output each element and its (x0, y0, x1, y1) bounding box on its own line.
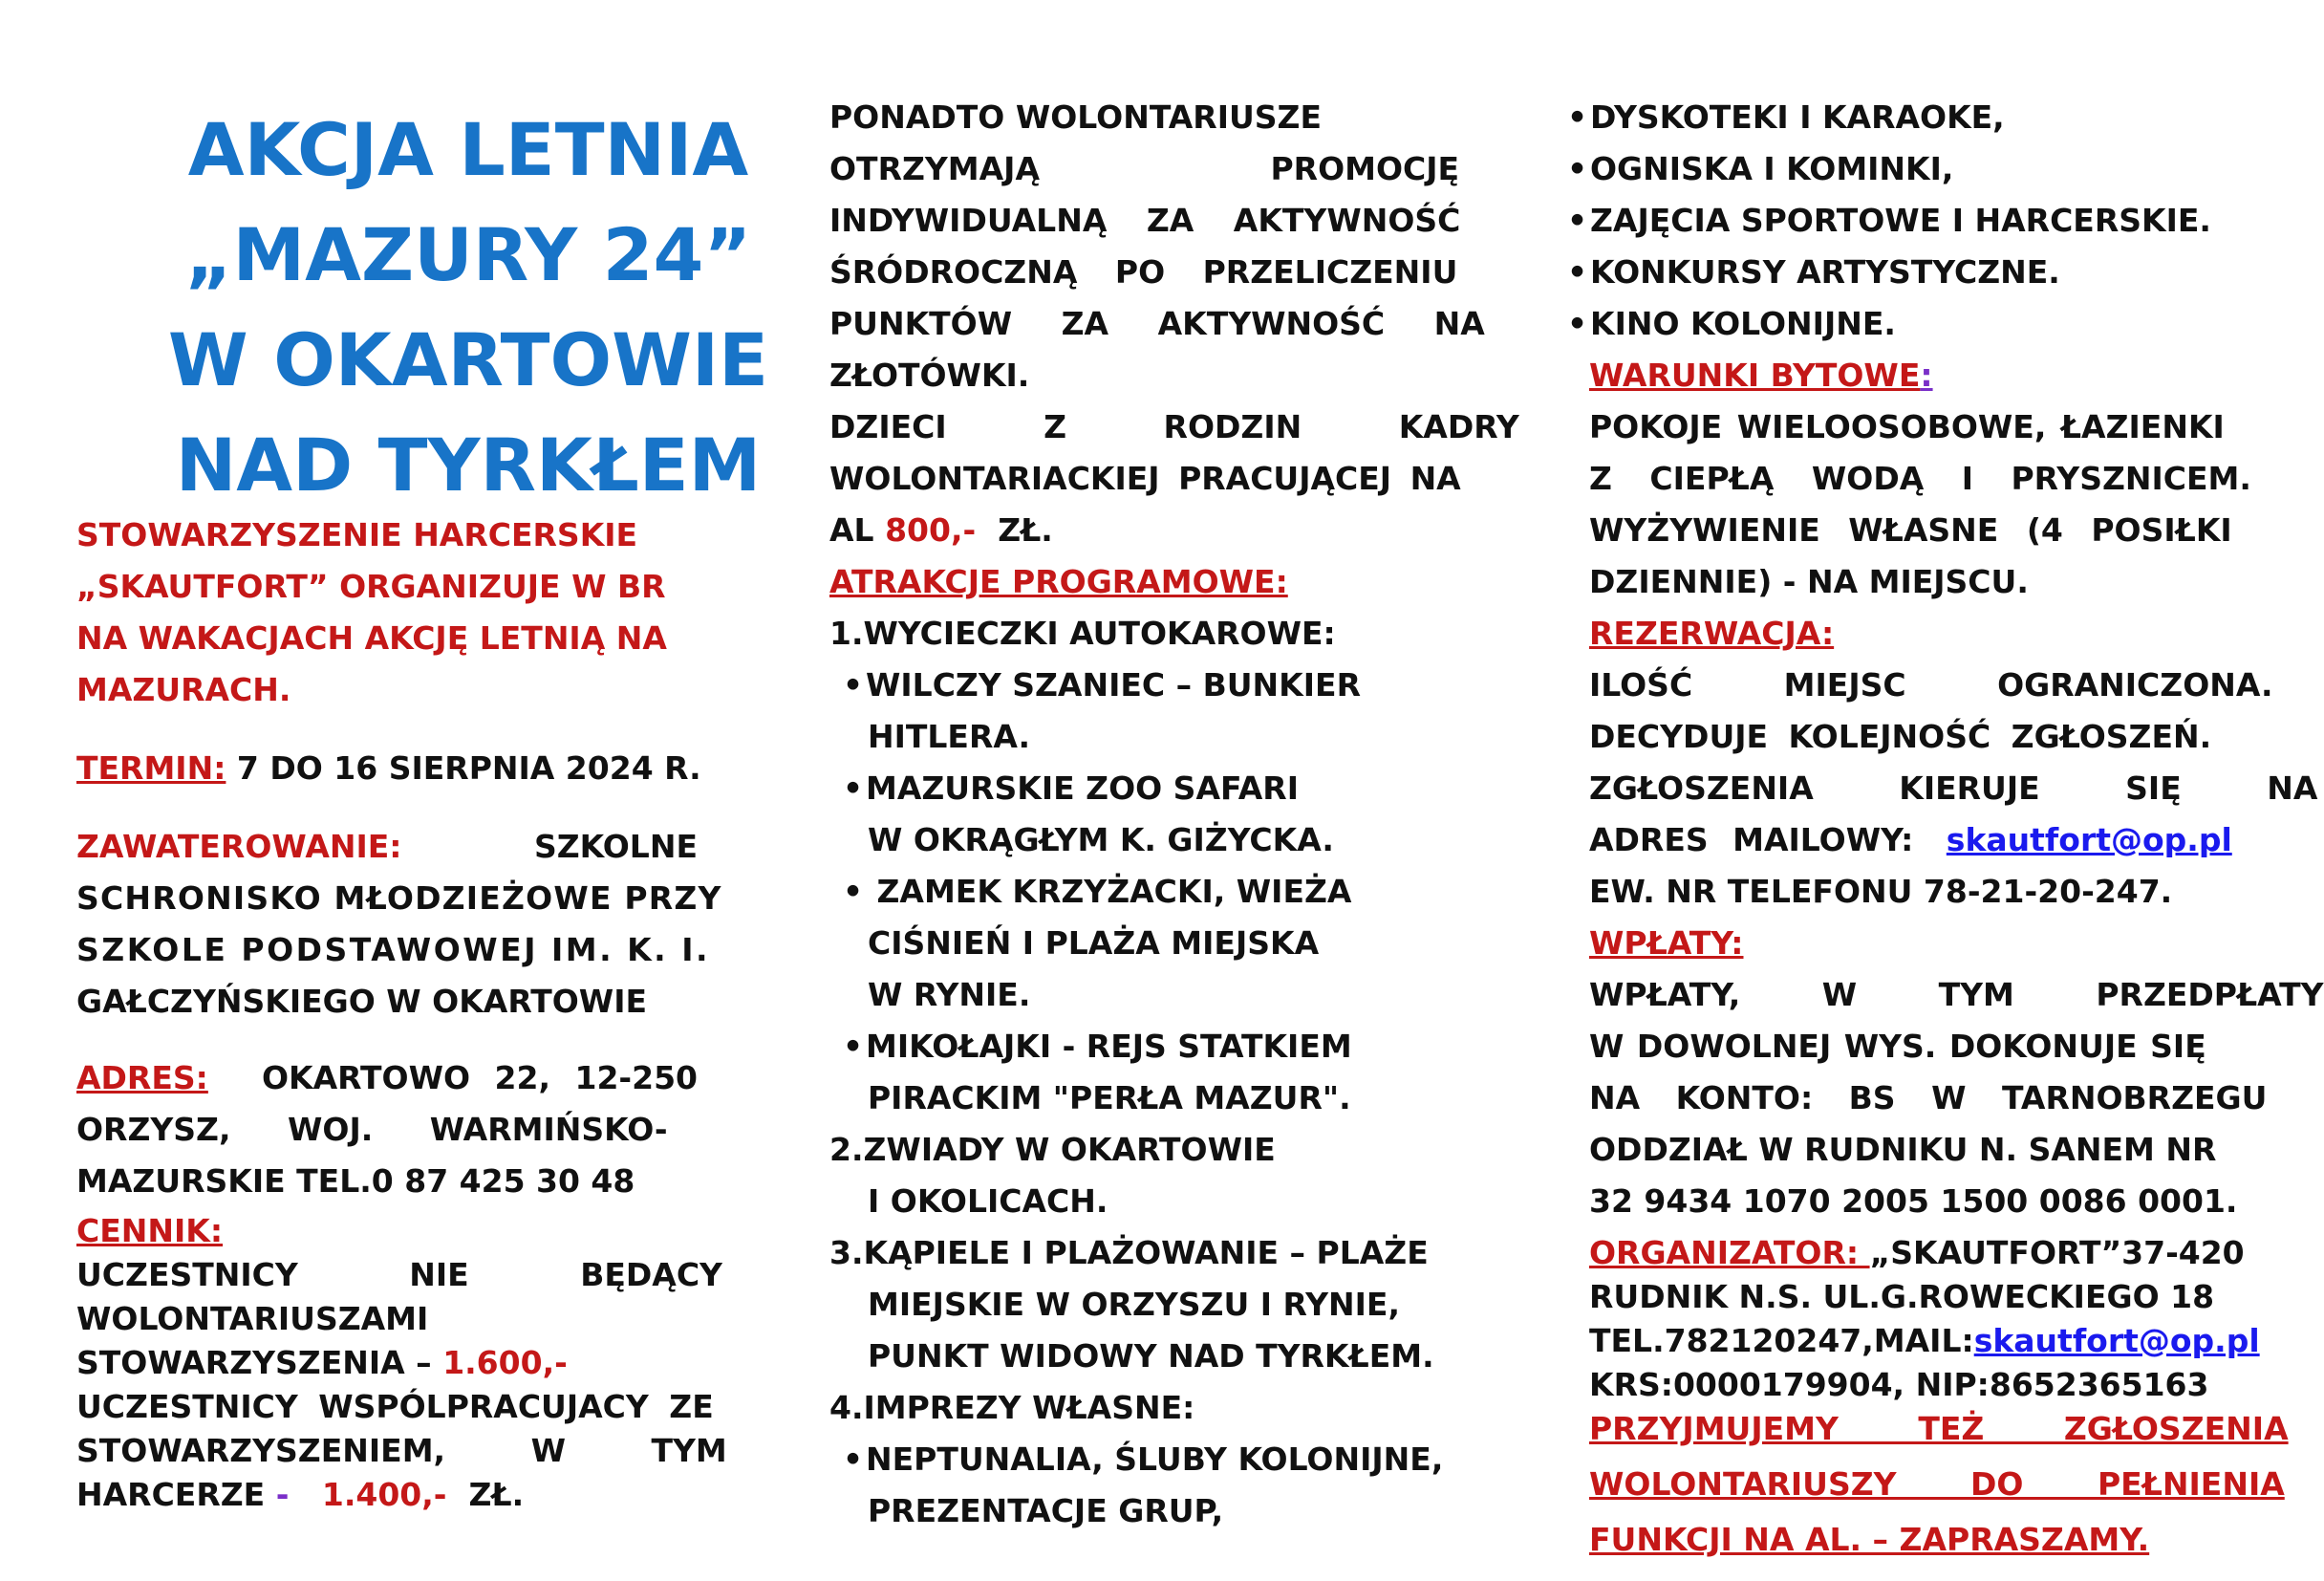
kadra-price: 800,- (885, 511, 977, 549)
termin-line (76, 749, 701, 788)
bullet-icon: • (1567, 305, 1588, 342)
cennik-label: CENNIK: (76, 1212, 224, 1249)
program-bullet (843, 1440, 1443, 1479)
wplaty-text: W DOWOLNEJ WYS. DOKONUJE SIĘ (1589, 1028, 2206, 1065)
zakwaterowanie-text: SZKOLE PODSTAWOWEJ IM. K. I. (76, 931, 711, 968)
rezerwacja-text: ILOŚĆ MIEJSC OGRANICZONA. (1589, 666, 2273, 704)
activity-bullet (1567, 98, 2005, 137)
program-bullet (843, 1028, 1352, 1066)
title-line-1: AKCJA LETNIA (187, 107, 749, 192)
bullet-icon: • (1567, 150, 1588, 187)
rezerwacja-text: EW. NR TELEFONU 78-21-20-247. (1589, 873, 2173, 910)
bullet-text: KONKURSY ARTYSTYCZNE. (1590, 253, 2060, 291)
wplaty-label: WPŁATY: (1589, 924, 1744, 962)
bullet-icon: • (843, 1440, 864, 1478)
rezerwacja-label: REZERWACJA: (1589, 615, 1835, 652)
wplaty-text: NA KONTO: BS W TARNOBRZEGU (1589, 1079, 2268, 1116)
kadra-currency: ZŁ. (998, 511, 1053, 549)
intro-line: MAZURACH. (76, 671, 291, 708)
cennik-price-2: 1.400,- (321, 1476, 447, 1513)
program-item: 2.ZWIADY W OKARTOWIE (829, 1131, 1276, 1168)
atrakcje-label: ATRAKCJE PROGRAMOWE: (829, 563, 1288, 600)
zakwaterowanie-text: GAŁCZYŃSKIEGO W OKARTOWIE (76, 983, 648, 1020)
promo-line (829, 98, 1452, 137)
wplaty-text: WPŁATY, W TYM PRZEDPŁATY (1589, 976, 2324, 1013)
bullet-text: CIŚNIEŃ I PLAŻA MIEJSKA (868, 924, 1320, 962)
bullet-text: OGNISKA I KOMINKI, (1590, 150, 1954, 187)
kadra-prefix: AL (829, 511, 874, 549)
bullet-icon: • (843, 873, 864, 910)
warunki-heading (1589, 357, 1933, 395)
rezerwacja-text: ZGŁOSZENIA KIERUJE SIĘ NA (1589, 769, 2318, 807)
kadra-text: DZIECI Z RODZIN KADRY (829, 408, 1519, 445)
termin-value: 7 DO 16 SIERPNIA 2024 R. (236, 749, 701, 787)
adres-text: MAZURSKIE TEL.0 87 425 30 48 (76, 1162, 635, 1200)
organizator-line (1589, 1322, 2260, 1360)
wplaty-text: 32 9434 1070 2005 1500 0086 0001. (1589, 1182, 2238, 1220)
promo-text: PONADTO WOLONTARIUSZE (829, 98, 1323, 136)
email-link[interactable]: skautfort@op.pl (1973, 1322, 2260, 1359)
closing-text: WOLONTARIUSZY DO PEŁNIENIA (1589, 1465, 2285, 1503)
activity-bullet (1567, 253, 2060, 292)
program-item: 1.WYCIECZKI AUTOKAROWE: (829, 615, 1336, 652)
promo-text: INDYWIDUALNĄ ZA AKTYWNOŚĆ (829, 202, 1461, 239)
activity-bullet (1567, 150, 1953, 188)
kadra-line (829, 511, 1053, 550)
warunki-text: DZIENNIE) - NA MIEJSCU. (1589, 563, 2029, 600)
title-line-3: W OKARTOWIE (167, 317, 769, 402)
bullet-text: MIKOŁAJKI - REJS STATKIEM (866, 1028, 1352, 1065)
intro-line: „SKAUTFORT” ORGANIZUJE W BR (76, 568, 666, 605)
cennik-text: STOWARZYSZENIA – (76, 1344, 432, 1381)
bullet-text: ZAMEK KRZYŻACKI, WIEŻA (866, 873, 1352, 910)
program-item: I OKOLICACH. (868, 1182, 1108, 1220)
promo-text: PUNKTÓW ZA AKTYWNOŚĆ NA (829, 305, 1485, 342)
promo-text: ŚRÓDROCZNĄ PO PRZELICZENIU (829, 253, 1458, 291)
cennik-currency: ZŁ. (468, 1476, 525, 1513)
program-bullet (843, 769, 1299, 808)
zakwaterowanie-line (76, 828, 698, 866)
rezerwacja-text: DECYDUJE KOLEJNOŚĆ ZGŁOSZEŃ. (1589, 718, 2212, 755)
kadra-text: WOLONTARIACKIEJ PRACUJĄCEJ NA (829, 460, 1461, 497)
bullet-text: KINO KOLONIJNE. (1590, 305, 1896, 342)
warunki-text: Z CIEPŁĄ WODĄ I PRYSZNICEM. (1589, 460, 2251, 497)
organizator-label: ORGANIZATOR: (1589, 1234, 1870, 1271)
promo-text: ZŁOTÓWKI. (829, 357, 1030, 394)
cennik-dash: - (275, 1476, 290, 1513)
closing-text: PRZYJMUJEMY TEŻ ZGŁOSZENIA (1589, 1410, 2289, 1447)
bullet-text: PREZENTACJE GRUP, (868, 1492, 1224, 1529)
bullet-icon: • (1567, 202, 1588, 239)
title-line-2: „MAZURY 24” (184, 212, 752, 297)
adres-line (76, 1059, 698, 1097)
bullet-icon: • (1567, 253, 1588, 291)
rezerwacja-line (1589, 821, 2232, 859)
bullet-icon: • (843, 1028, 864, 1065)
bullet-icon: • (843, 666, 864, 704)
organizator-text: TEL.782120247,MAIL: (1589, 1322, 1974, 1359)
cennik-text: WOLONTARIUSZAMI (76, 1300, 429, 1337)
organizator-text: „SKAUTFORT”37-420 (1869, 1234, 2245, 1271)
zakwaterowanie-text: SZKOLNE (533, 828, 698, 865)
bullet-text: MAZURSKIE ZOO SAFARI (866, 769, 1299, 807)
bullet-text: DYSKOTEKI I KARAOKE, (1590, 98, 2005, 136)
program-item: 3.KĄPIELE I PLAŻOWANIE – PLAŻE (829, 1234, 1429, 1271)
bullet-icon: • (1567, 98, 1588, 136)
cennik-price-1: 1.600,- (442, 1344, 568, 1381)
bullet-text: PIRACKIM "PERŁA MAZUR". (868, 1079, 1351, 1116)
program-bullet (843, 873, 1351, 911)
bullet-text: W OKRĄGŁYM K. GIŻYCKA. (868, 821, 1334, 858)
organizator-text: RUDNIK N.S. UL.G.ROWECKIEGO 18 (1589, 1278, 2215, 1315)
program-item: 4.IMPREZY WŁASNE: (829, 1389, 1195, 1426)
cennik-text: UCZESTNICY NIE BĘDĄCY (76, 1256, 722, 1293)
adres-text: ORZYSZ, WOJ. WARMIŃSKO- (76, 1111, 668, 1148)
activity-bullet (1567, 202, 2211, 240)
closing-text: FUNKCJI NA AL. – ZAPRASZAMY. (1589, 1521, 2150, 1558)
email-link[interactable]: skautfort@op.pl (1946, 821, 2232, 858)
zakwaterowanie-label: ZAWATEROWANIE: (76, 828, 402, 865)
rezerwacja-text: ADRES MAILOWY: (1589, 821, 1914, 858)
bullet-text: W RYNIE. (868, 976, 1031, 1013)
bullet-text: HITLERA. (868, 718, 1031, 755)
bullet-text: ZAJĘCIA SPORTOWE I HARCERSKIE. (1590, 202, 2211, 239)
program-item: MIEJSKIE W ORZYSZU I RYNIE, (868, 1286, 1400, 1323)
zakwaterowanie-text: SCHRONISKO MŁODZIEŻOWE PRZY (76, 879, 722, 917)
activity-bullet (1567, 305, 1896, 343)
title-line-4: NAD TYRKŁEM (175, 422, 762, 508)
cennik-text: UCZESTNICY WSPÓLPRACUJACY ZE (76, 1388, 714, 1425)
wplaty-text: ODDZIAŁ W RUDNIKU N. SANEM NR (1589, 1131, 2217, 1168)
bullet-icon: • (843, 769, 864, 807)
warunki-label: WARUNKI BYTOWE (1589, 357, 1921, 394)
warunki-text: WYŻYWIENIE WŁASNE (4 POSIŁKI (1589, 511, 2232, 549)
bullet-text: NEPTUNALIA, ŚLUBY KOLONIJNE, (866, 1440, 1444, 1478)
program-item: PUNKT WIDOWY NAD TYRKŁEM. (868, 1337, 1434, 1375)
cennik-text: HARCERZE (76, 1476, 266, 1513)
bullet-text: WILCZY SZANIEC – BUNKIER (866, 666, 1361, 704)
termin-label: TERMIN: (76, 749, 226, 787)
adres-label: ADRES: (76, 1059, 208, 1096)
intro-line: NA WAKACJACH AKCJĘ LETNIĄ NA (76, 619, 667, 657)
cennik-line (76, 1476, 524, 1514)
cennik-text: STOWARZYSZENIEM, W TYM (76, 1432, 727, 1469)
adres-text: OKARTOWO 22, 12-250 (261, 1059, 698, 1096)
promo-text: OTRZYMAJĄ PROMOCJĘ (829, 150, 1460, 187)
intro-line: STOWARZYSZENIE HARCERSKIE (76, 516, 638, 553)
warunki-colon: : (1920, 357, 1933, 394)
cennik-line (76, 1344, 568, 1382)
program-bullet (843, 666, 1361, 704)
warunki-text: POKOJE WIELOOSOBOWE, ŁAZIENKI (1589, 408, 2225, 445)
organizator-line (1589, 1234, 2245, 1272)
organizator-text: KRS:0000179904, NIP:8652365163 (1589, 1366, 2209, 1403)
